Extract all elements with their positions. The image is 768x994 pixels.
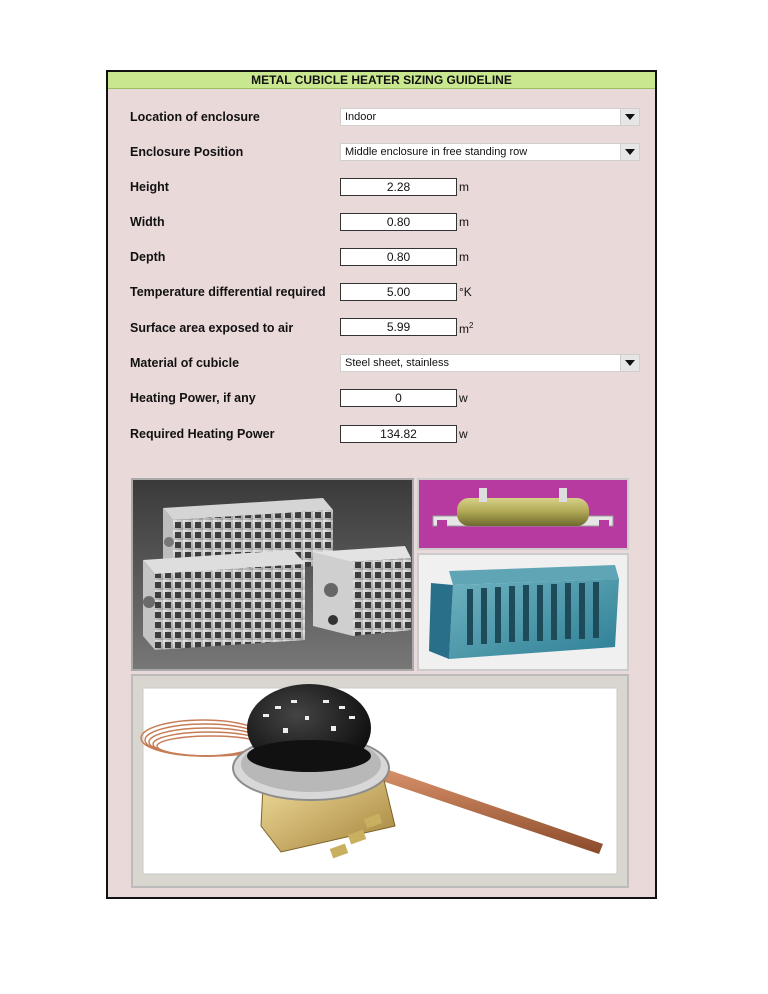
- temp-diff-unit: °K: [459, 285, 472, 299]
- depth-unit: m: [459, 250, 469, 264]
- location-value: Indoor: [345, 111, 377, 123]
- heater-sizing-sheet: [106, 70, 657, 899]
- heating-power-unit: w: [459, 391, 468, 405]
- resistor-heater-photo: [417, 478, 629, 550]
- height-input[interactable]: 2.28: [340, 178, 457, 196]
- chevron-down-icon[interactable]: [620, 144, 639, 160]
- ceramic-heater-photo: [417, 553, 629, 671]
- surface-area-unit-exp: 2: [469, 321, 474, 330]
- material-label: Material of cubicle: [130, 356, 240, 370]
- height-label: Height: [130, 180, 169, 194]
- surface-area-value: 5.99: [340, 318, 457, 336]
- position-value: Middle enclosure in free standing row: [345, 146, 528, 158]
- position-select[interactable]: [340, 143, 640, 161]
- chevron-down-icon[interactable]: [620, 355, 639, 371]
- width-unit: m: [459, 215, 469, 229]
- required-power-label: Required Heating Power: [130, 427, 275, 441]
- surface-area-label: Surface area exposed to air: [130, 321, 294, 335]
- temp-diff-input[interactable]: 5.00: [340, 283, 457, 301]
- ceramic-heater-image: [419, 555, 627, 669]
- required-power-unit: w: [459, 427, 468, 441]
- depth-label: Depth: [130, 250, 166, 264]
- location-select[interactable]: [340, 108, 640, 126]
- material-select[interactable]: [340, 354, 640, 372]
- perforated-heater-photo: [131, 478, 414, 671]
- depth-input[interactable]: 0.80: [340, 248, 457, 266]
- temp-diff-label: Temperature differential required: [130, 285, 326, 299]
- chevron-down-icon[interactable]: [620, 109, 639, 125]
- heating-power-label: Heating Power, if any: [130, 391, 256, 405]
- heating-power-input[interactable]: 0: [340, 389, 457, 407]
- height-unit: m: [459, 180, 469, 194]
- width-label: Width: [130, 215, 165, 229]
- sheet-title: METAL CUBICLE HEATER SIZING GUIDELINE: [108, 72, 655, 89]
- required-power-value: 134.82: [340, 425, 457, 443]
- perforated-heater-image: [133, 480, 412, 669]
- width-input[interactable]: 0.80: [340, 213, 457, 231]
- position-label: Enclosure Position: [130, 145, 244, 159]
- thermostat-image: [133, 676, 627, 886]
- resistor-heater-image: [419, 480, 627, 548]
- surface-area-unit-base: m: [459, 322, 469, 336]
- location-label: Location of enclosure: [130, 110, 260, 124]
- thermostat-photo: [131, 674, 629, 888]
- material-value: Steel sheet, stainless: [345, 357, 449, 369]
- surface-area-unit: [459, 321, 473, 336]
